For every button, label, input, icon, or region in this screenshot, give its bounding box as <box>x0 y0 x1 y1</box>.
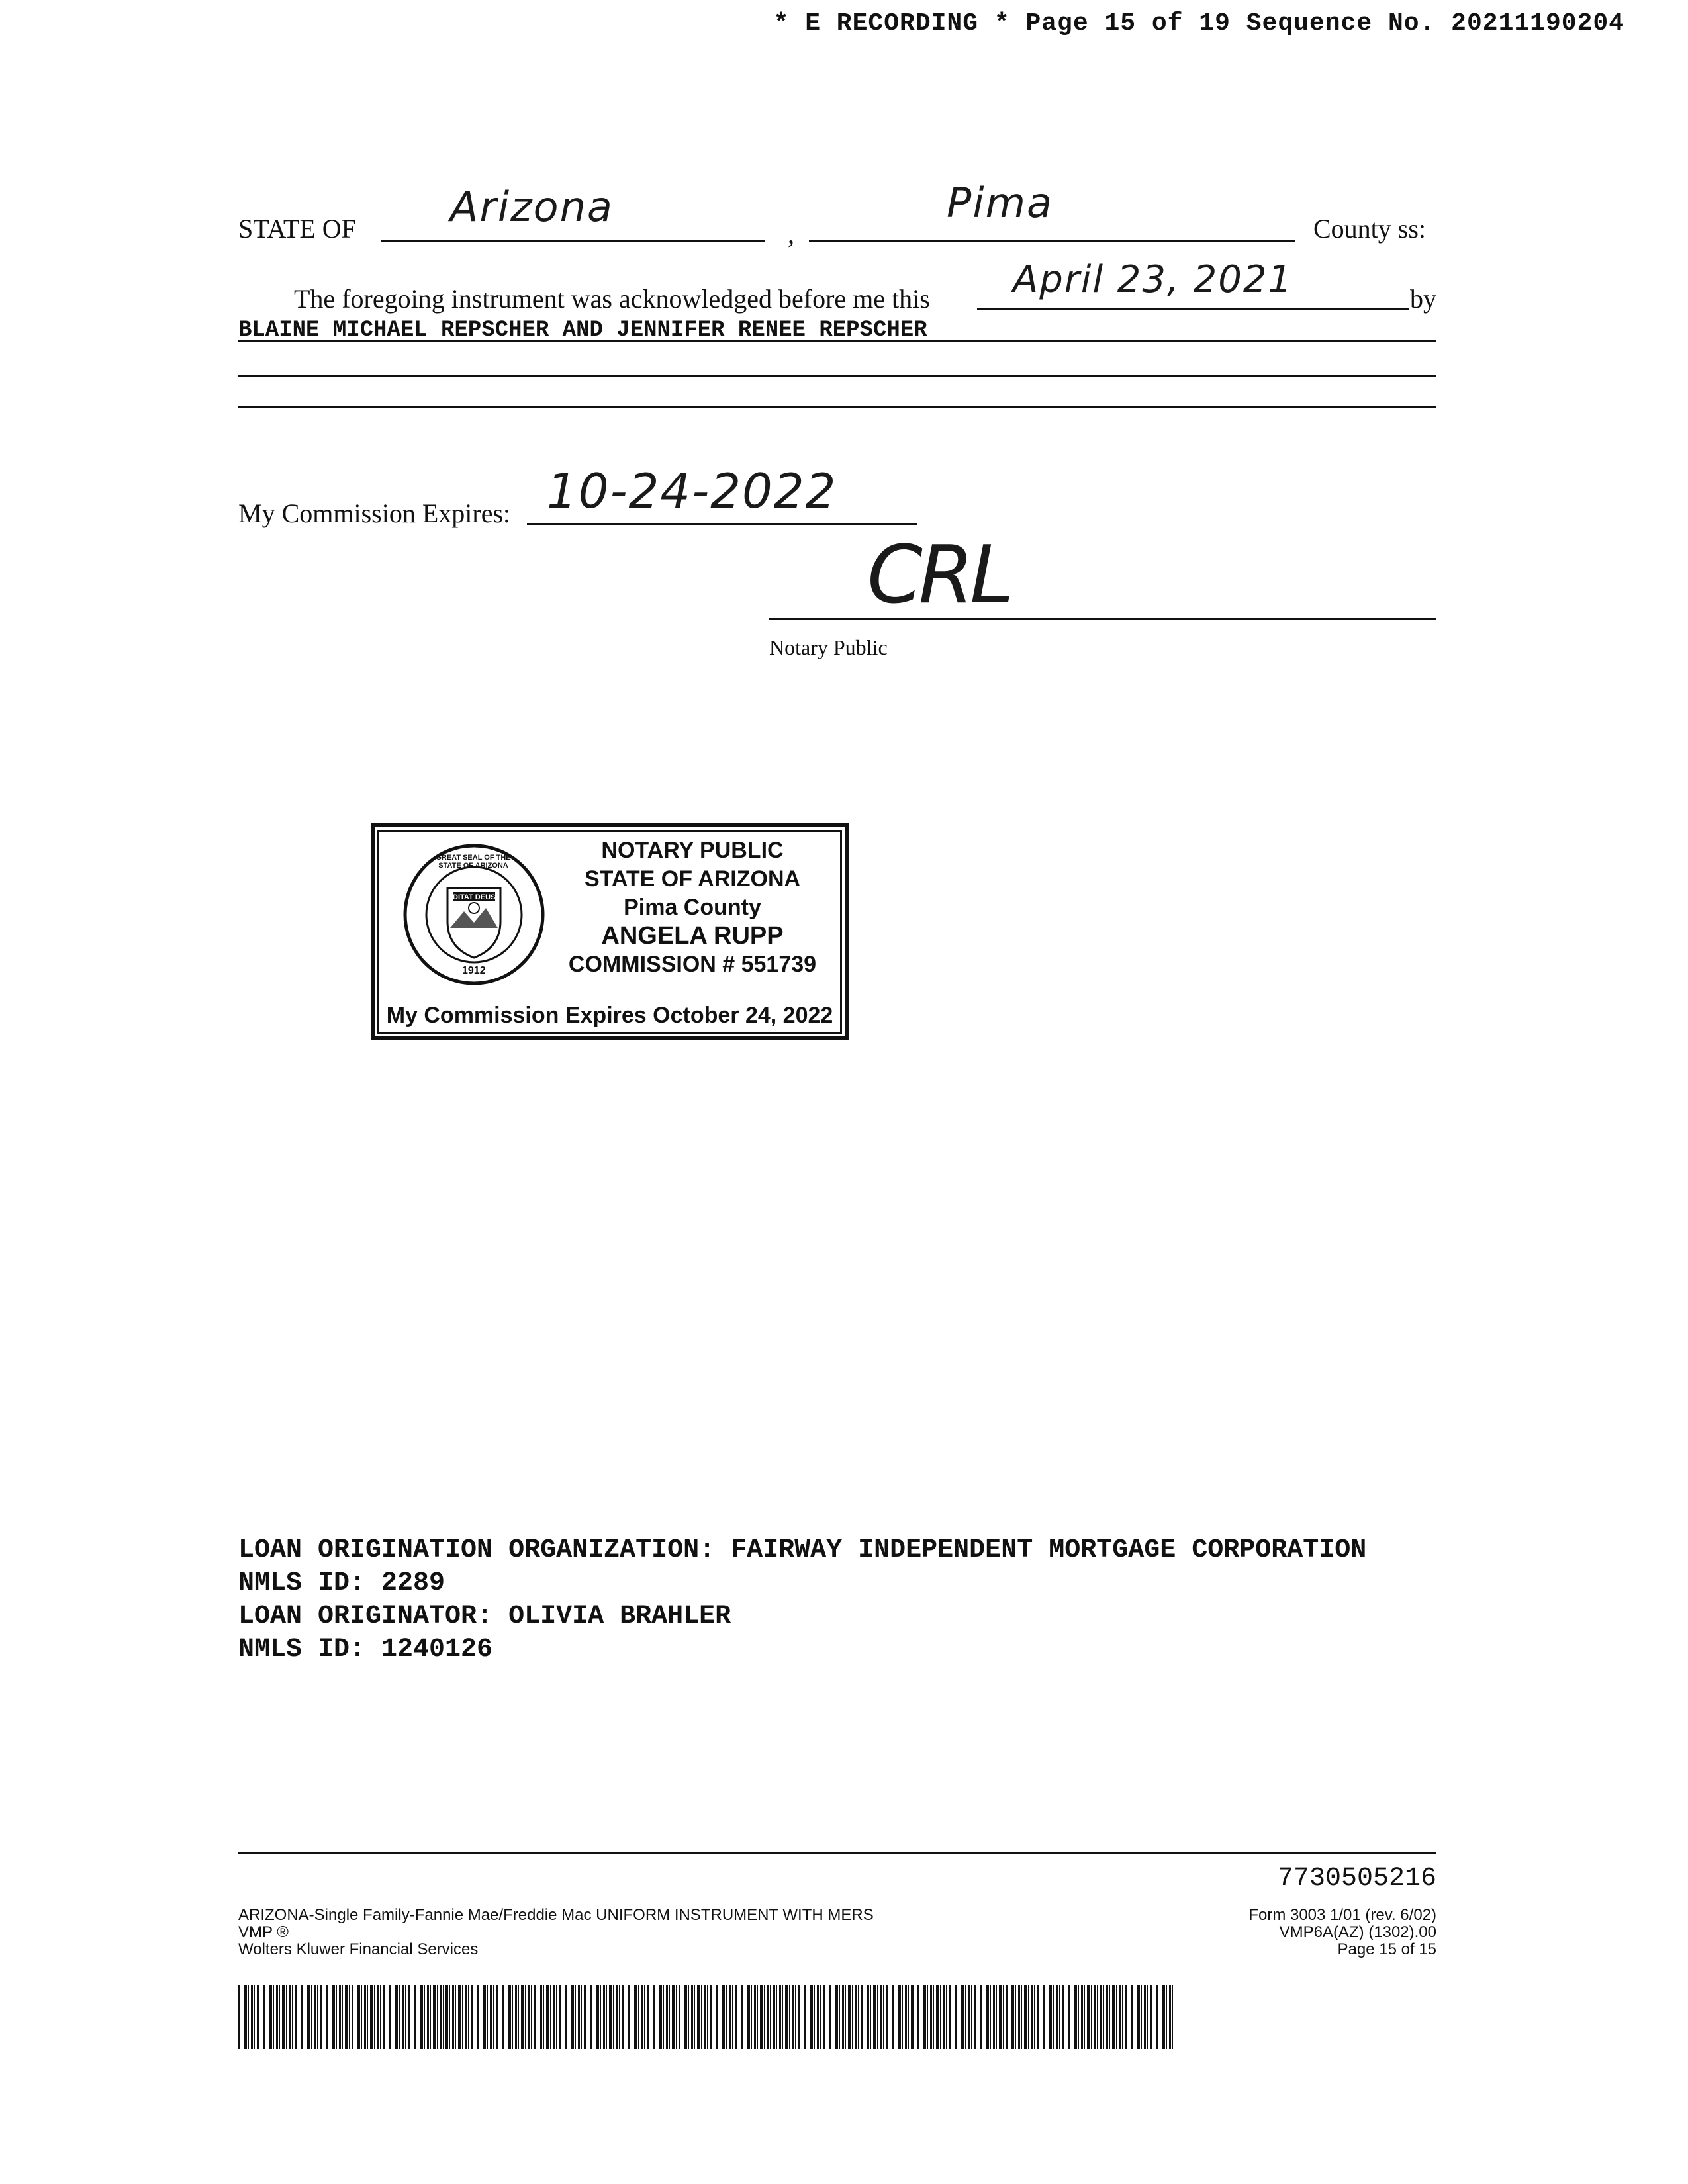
date-underline <box>977 308 1409 310</box>
blank-line-1 <box>238 375 1436 377</box>
notary-stamp <box>371 823 849 1040</box>
commission-underline <box>527 523 917 525</box>
date-handwritten: April 23, 2021 <box>1013 258 1293 301</box>
stamp-commission-number: COMMISSION # 551739 <box>568 952 817 977</box>
loan-originator: LOAN ORIGINATOR: OLIVIA BRAHLER <box>238 1602 731 1631</box>
footer-page-number: Page 15 of 15 <box>1337 1940 1436 1958</box>
footer-form-number: Form 3003 1/01 (rev. 6/02) <box>1248 1906 1436 1924</box>
loan-number: 7730505216 <box>1277 1864 1436 1893</box>
commission-handwritten: 10-24-2022 <box>547 463 837 519</box>
footer-publisher: Wolters Kluwer Financial Services <box>238 1940 479 1958</box>
footer-vmp: VMP ® <box>238 1923 289 1941</box>
stamp-text <box>553 837 831 979</box>
blank-line-2 <box>238 406 1436 408</box>
stamp-state: STATE OF ARIZONA <box>584 866 801 891</box>
stamp-notary-public: NOTARY PUBLIC <box>601 838 784 863</box>
footer-rule <box>238 1852 1436 1854</box>
by-label: by <box>1410 284 1436 314</box>
recording-header: * E RECORDING * Page 15 of 19 Sequence No. 20211190204 <box>773 9 1624 38</box>
footer-vmp-code: VMP6A(AZ) (1302).00 <box>1279 1923 1436 1941</box>
stamp-county: Pima County <box>624 895 761 920</box>
barcode <box>238 1985 1173 2049</box>
county-label: County ss: <box>1313 214 1427 244</box>
acknowledgment-intro: The foregoing instrument was acknowledged before me this <box>294 284 930 314</box>
commission-label: My Commission Expires: <box>238 498 511 528</box>
notary-signature: CRL <box>867 529 1011 621</box>
organization-nmls-id: NMLS ID: 2289 <box>238 1569 445 1598</box>
county-underline <box>809 240 1295 242</box>
state-underline <box>381 240 765 242</box>
parties-underline <box>238 340 1436 342</box>
stamp-notary-name: ANGELA RUPP <box>601 922 784 950</box>
notary-public-label: Notary Public <box>769 635 888 659</box>
footer-form-title: ARIZONA-Single Family-Fannie Mae/Freddie Mac UNIFORM INSTRUMENT WITH MERS <box>238 1906 874 1924</box>
seal-motto: DITAT DEUS <box>453 893 496 901</box>
state-county-separator: , <box>788 219 794 249</box>
county-handwritten: Pima <box>947 179 1054 227</box>
loan-origination-organization: LOAN ORIGINATION ORGANIZATION: FAIRWAY INDEPENDENT MORTGAGE CORPORATION <box>238 1535 1367 1565</box>
acknowledged-parties: BLAINE MICHAEL REPSCHER AND JENNIFER RENEE REPSCHER <box>238 318 927 343</box>
stamp-expiration: My Commission Expires October 24, 2022 <box>386 1003 833 1028</box>
signature-line <box>769 618 1436 620</box>
seal-legend: GREAT SEAL OF THE STATE OF ARIZONA <box>436 854 511 870</box>
seal-year: 1912 <box>462 965 486 976</box>
originator-nmls-id: NMLS ID: 1240126 <box>238 1635 493 1664</box>
state-handwritten: Arizona <box>450 183 614 231</box>
state-label: STATE OF <box>238 214 356 244</box>
